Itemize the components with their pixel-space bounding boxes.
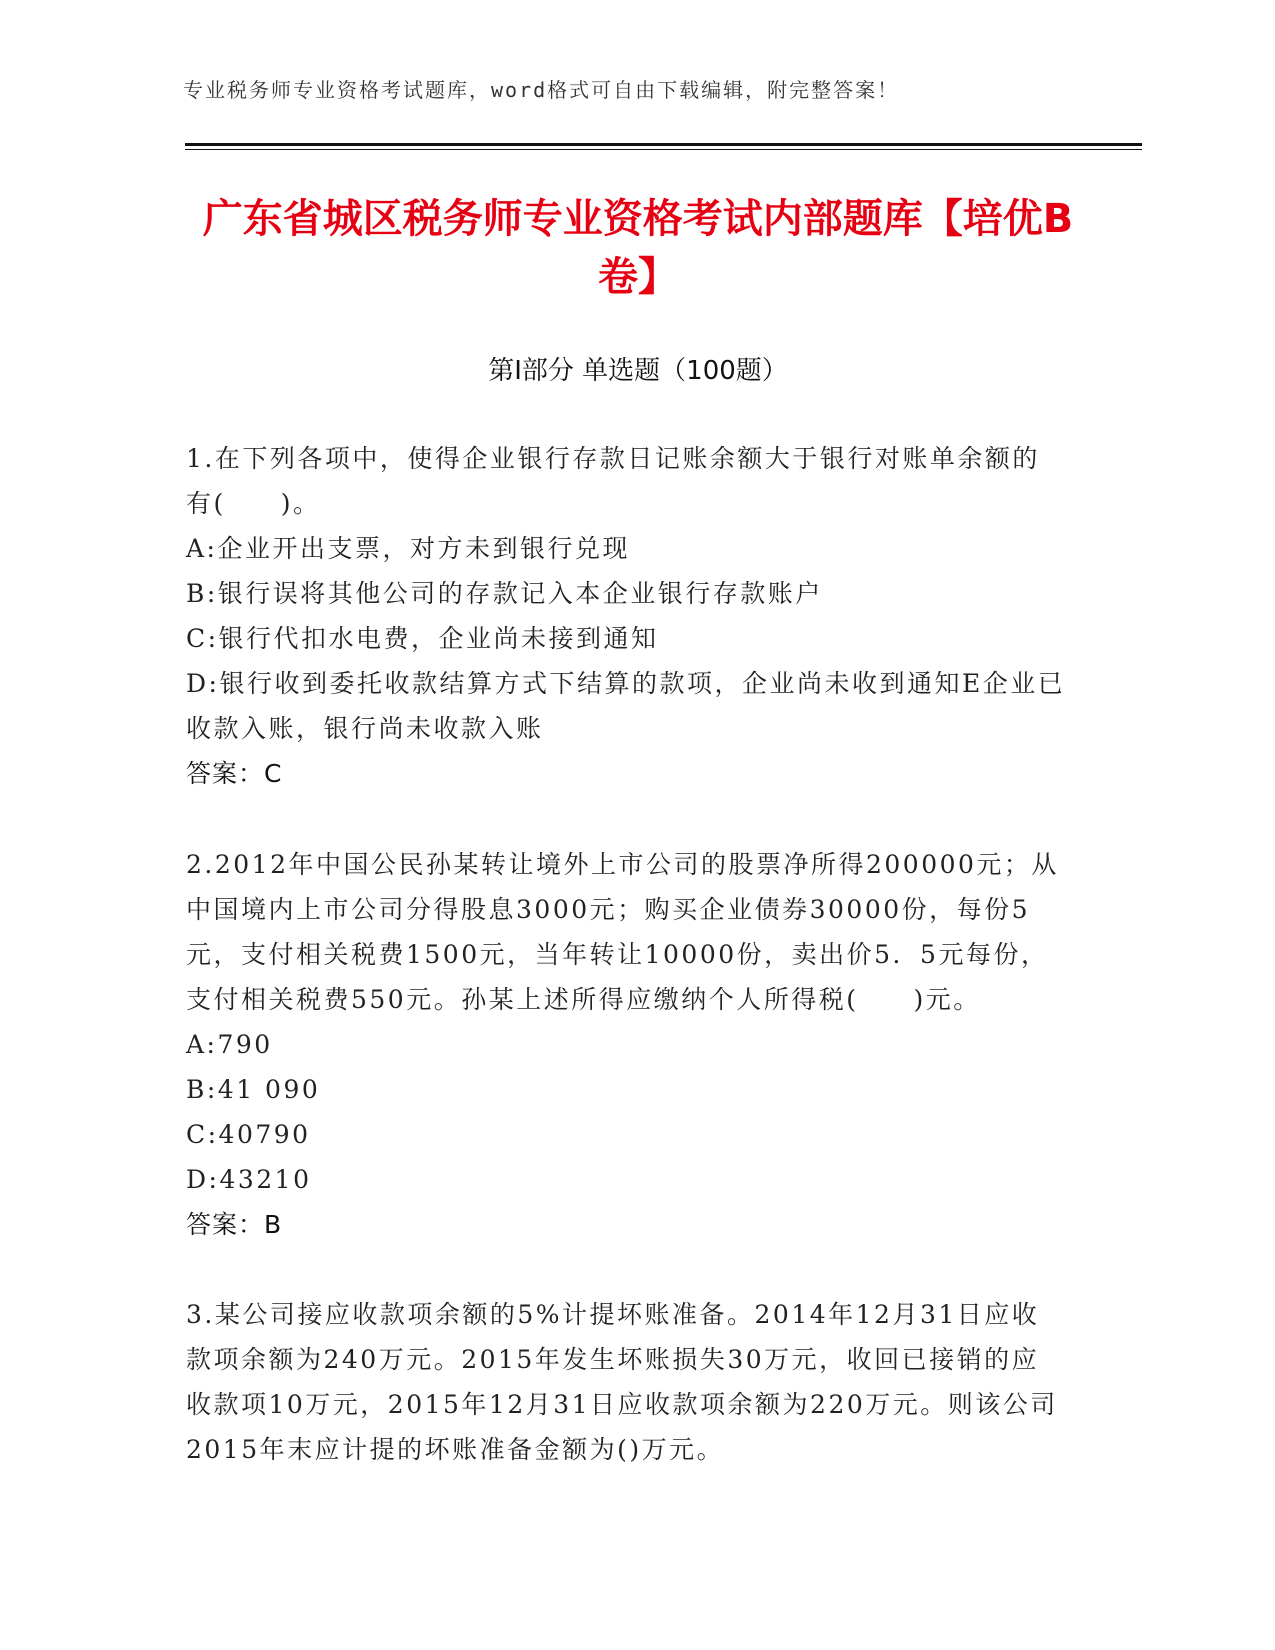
question-text: 1.在下列各项中，使得企业银行存款日记账余额大于银行对账单余额的有( )。 xyxy=(186,444,1040,518)
option-c: C:40790 xyxy=(186,1120,311,1149)
option-a: A:790 xyxy=(186,1030,273,1059)
answer: 答案：C xyxy=(186,759,283,788)
option-a: A:企业开出支票，对方未到银行兑现 xyxy=(186,534,630,563)
header-note: 专业税务师专业资格考试题库，word格式可自由下载编辑，附完整答案！ xyxy=(183,78,900,102)
question-3 xyxy=(186,1292,1066,1472)
question-2 xyxy=(186,842,1066,1247)
section-heading: 第Ⅰ部分 单选题（100题） xyxy=(488,356,788,386)
answer: 答案：B xyxy=(186,1210,283,1239)
question-1 xyxy=(186,436,1066,796)
question-text: 2.2012年中国公民孙某转让境外上市公司的股票净所得200000元；从中国境内上市公司分得股息3000元；购买企业债券30000份，每份5元，支付相关税费1500元，当年转让10000份，卖出价5．5元每份，支付相关税费550元。孙某上述所得应缴纳个人所得税( )元。 xyxy=(186,850,1059,1014)
header-divider-thick xyxy=(185,143,1142,146)
option-b: B:41 090 xyxy=(186,1075,321,1104)
option-d: D:银行收到委托收款结算方式下结算的款项，企业尚未收到通知E企业已收款入账，银行尚未收款入账 xyxy=(186,669,1066,743)
option-b: B:银行误将其他公司的存款记入本企业银行存款账户 xyxy=(186,579,823,608)
document-title: 广东省城区税务师专业资格考试内部题库【培优B卷】 xyxy=(202,196,1074,300)
header-divider-thin xyxy=(185,149,1142,150)
option-d: D:43210 xyxy=(186,1165,312,1194)
option-c: C:银行代扣水电费，企业尚未接到通知 xyxy=(186,624,659,653)
question-text: 3.某公司接应收款项余额的5%计提坏账准备。2014年12月31日应收款项余额为240万元。2015年发生坏账损失30万元，收回已接销的应收款项10万元，2015年12月31日应收款项余额为220万元。则该公司2015年末应计提的坏账准备金额为()万元。 xyxy=(186,1300,1058,1464)
